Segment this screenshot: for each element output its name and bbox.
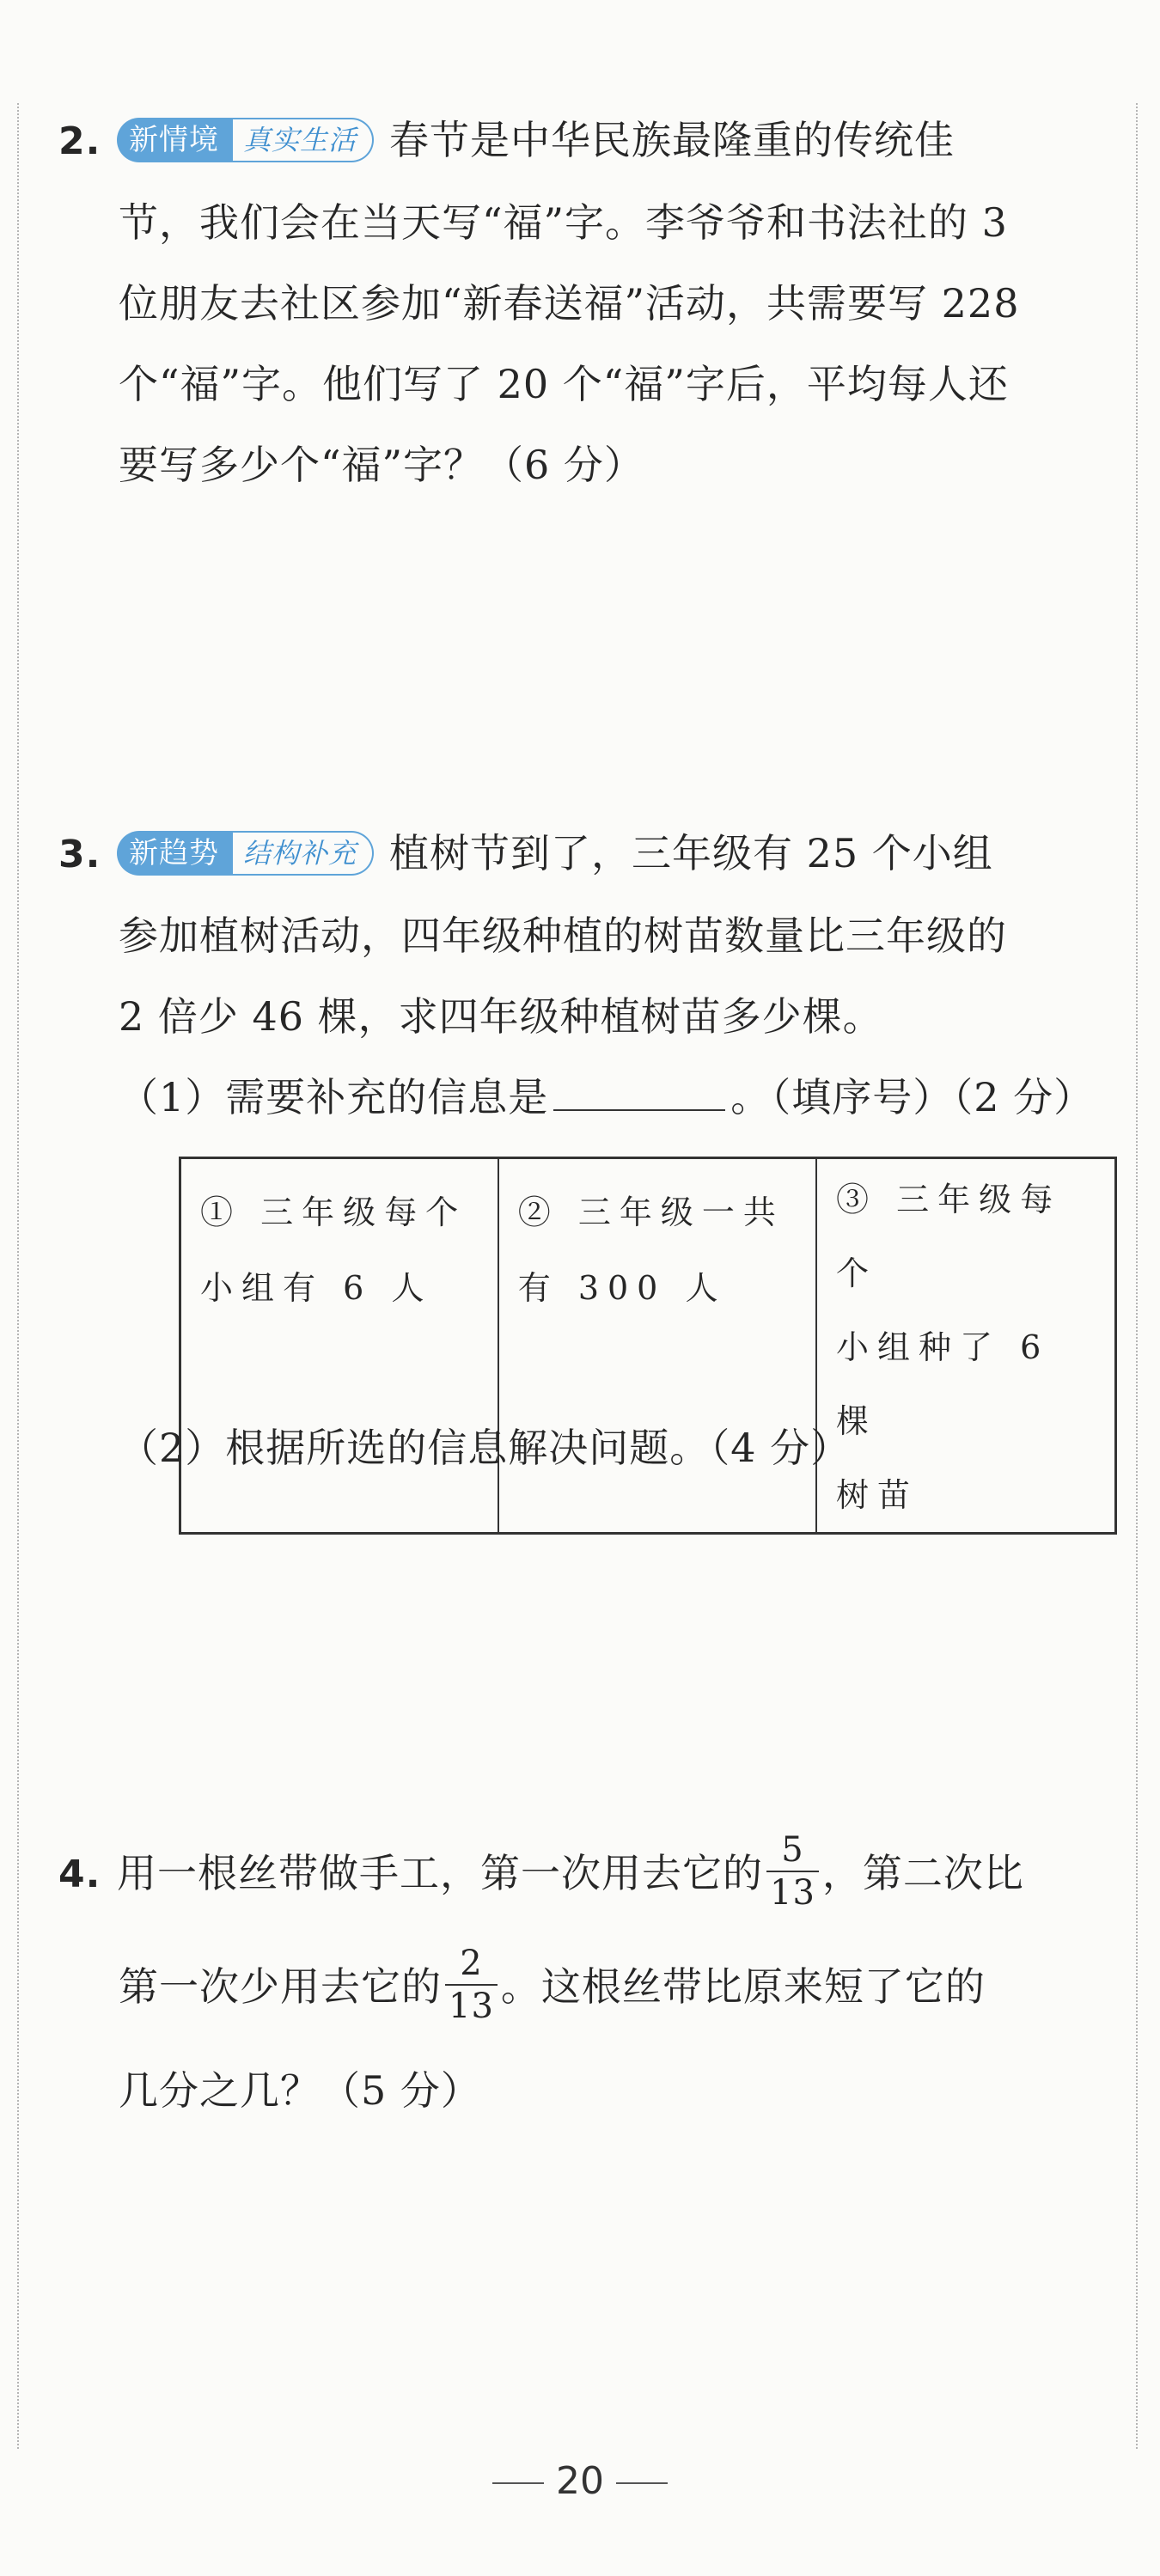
- problem-text: 个“福”字。他们写了 20 个“福”字后，平均每人还: [119, 361, 1009, 407]
- problem-text: 第一次少用去它的: [119, 1963, 442, 2010]
- option-text: 有 300 人: [517, 1269, 727, 1307]
- problem-text: 位朋友去社区参加“新春送福”活动，共需要写 228: [119, 280, 1020, 327]
- divider: [616, 2482, 668, 2484]
- left-margin-dots: [17, 103, 19, 2449]
- problem-text: ，第二次比: [821, 1850, 1024, 1896]
- category-tag: [117, 118, 374, 162]
- divider: [492, 2482, 544, 2484]
- problem-number: 2.: [58, 119, 101, 163]
- fraction-denominator: 13: [449, 1987, 494, 2026]
- fraction-numerator: 5: [766, 1829, 819, 1872]
- answer-blank[interactable]: [553, 1075, 725, 1111]
- problem-4: [58, 1822, 1090, 2131]
- option-text: 树苗: [836, 1476, 919, 1514]
- problem-text: 。这根丝带比原来短了它的: [500, 1963, 986, 2010]
- option-text: ② 三年级一共: [517, 1193, 785, 1231]
- problem-text: 几分之几？（5 分）: [119, 2067, 481, 2114]
- part-1-question: [58, 1057, 1095, 1138]
- problem-number: 3.: [58, 833, 101, 876]
- tag-secondary: 真实生活: [233, 118, 374, 162]
- page-number-text: 20: [556, 2459, 604, 2503]
- problem-text: 用一根丝带做手工，第一次用去它的: [117, 1850, 763, 1896]
- tag-primary: 新趋势: [117, 831, 233, 876]
- problem-number: 4.: [58, 1853, 101, 1896]
- problem-4-line-1: [58, 1822, 1090, 1926]
- fraction: [445, 1943, 498, 2027]
- tag-secondary: 结构补充: [233, 831, 374, 876]
- option-text: 小组种了 6 棵: [836, 1328, 1050, 1440]
- part-1-prefix: （1）需要补充的信息是: [119, 1074, 549, 1120]
- problem-text: 参加植树活动，四年级种植的树苗数量比三年级的: [119, 913, 1007, 959]
- problem-text: 植树节到了，三年级有 25 个小组: [389, 830, 993, 876]
- problem-text: 春节是中华民族最隆重的传统佳: [389, 117, 955, 163]
- category-tag: [117, 831, 374, 876]
- problem-3-line-1: [58, 813, 1090, 895]
- page-number: [0, 2459, 1160, 2503]
- problem-2: [58, 100, 1090, 505]
- tag-primary: 新情境: [117, 118, 233, 162]
- problem-3-part-2: [58, 1407, 1090, 1488]
- fraction: [766, 1829, 819, 1914]
- problem-2-line-1: [58, 100, 1090, 182]
- problem-4-line-2: [58, 1935, 1090, 2038]
- problem-3: [58, 813, 1095, 1138]
- option-text: ③ 三年级每个: [836, 1181, 1062, 1292]
- part-2-question: （2）根据所选的信息解决问题。（4 分）: [119, 1425, 852, 1471]
- part-1-suffix: 。（填序号）（2 分）: [730, 1074, 1095, 1120]
- right-margin-dots: [1136, 103, 1138, 2449]
- fraction-denominator: 13: [770, 1873, 815, 1913]
- option-text: ① 三年级每个: [200, 1193, 467, 1231]
- option-text: 小组有 6 人: [200, 1269, 433, 1307]
- fraction-numerator: 2: [445, 1943, 498, 1986]
- problem-text: 2 倍少 46 棵，求四年级种植树苗多少棵。: [119, 993, 883, 1040]
- problem-text: 要写多少个“福”字？（6 分）: [119, 442, 644, 488]
- problem-text: 节，我们会在当天写“福”字。李爷爷和书法社的 3: [119, 199, 1008, 246]
